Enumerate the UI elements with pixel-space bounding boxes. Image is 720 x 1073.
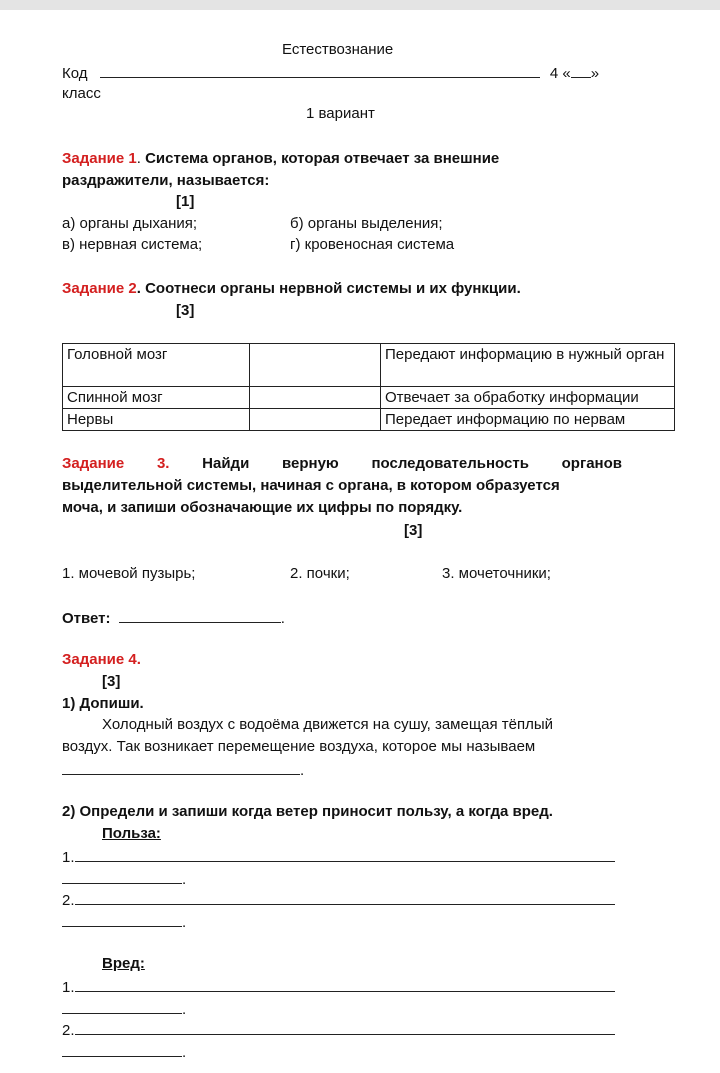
task1-text-line1: Система органов, которая отвечает за внешние bbox=[145, 150, 500, 167]
benefit-answer-line-cont[interactable] bbox=[62, 869, 182, 884]
task1-text-line2: раздражители, называется: bbox=[62, 172, 270, 189]
benefit-label: Польза: bbox=[102, 825, 161, 842]
subject-title: Естествознание bbox=[282, 41, 394, 58]
task3-word: органов bbox=[561, 455, 622, 472]
table-row bbox=[63, 344, 675, 387]
task3-word: верную bbox=[282, 455, 339, 472]
task1-option-b: б) органы выделения; bbox=[290, 215, 443, 232]
harm-number: 2. bbox=[62, 1022, 75, 1039]
harm-row-2-cont bbox=[62, 1042, 186, 1062]
code-row bbox=[62, 63, 599, 83]
task3-item1: 1. мочевой пузырь; bbox=[62, 565, 196, 582]
task2-question bbox=[62, 280, 521, 298]
benefit-end: . bbox=[182, 914, 187, 931]
benefit-answer-line[interactable] bbox=[75, 890, 615, 905]
harm-number: 1. bbox=[62, 979, 75, 996]
code-field-line[interactable] bbox=[100, 63, 540, 78]
grade-number: 4 « bbox=[549, 65, 571, 82]
table-row bbox=[63, 409, 675, 431]
task4-part1-answer-row bbox=[62, 760, 304, 780]
task3-label-num: 3. bbox=[156, 455, 170, 472]
task1-points: [1] bbox=[176, 193, 195, 210]
harm-label: Вред: bbox=[102, 955, 145, 972]
variant-label: 1 вариант bbox=[306, 105, 375, 122]
benefit-number: 2. bbox=[62, 892, 75, 909]
harm-end: . bbox=[182, 1044, 187, 1061]
table-row bbox=[63, 387, 675, 409]
organ-cell: Спинной мозг bbox=[63, 387, 250, 409]
benefit-answer-line-cont[interactable] bbox=[62, 912, 182, 927]
grade-letter-line[interactable] bbox=[571, 63, 591, 78]
harm-row-2 bbox=[62, 1020, 615, 1040]
benefit-number: 1. bbox=[62, 849, 75, 866]
task3-answer-row bbox=[62, 608, 285, 628]
task1-option-d: г) кровеносная система bbox=[290, 236, 455, 253]
task1-label: Задание 1 bbox=[62, 150, 137, 167]
task4-part1-end: . bbox=[300, 762, 305, 779]
benefit-row-2 bbox=[62, 890, 615, 910]
task1-option-c: в) нервная система; bbox=[62, 236, 203, 253]
answer-cell[interactable] bbox=[250, 387, 381, 409]
task3-answer-end: . bbox=[280, 610, 285, 627]
task3-question bbox=[62, 453, 622, 519]
task4-part1-line2: воздух. Так возникает перемещение воздуха, которое мы называем bbox=[62, 738, 536, 755]
task3-word: Найди bbox=[202, 455, 250, 472]
task3-points: [3] bbox=[404, 522, 423, 539]
harm-answer-line[interactable] bbox=[75, 1020, 615, 1035]
task3-line2: выделительной системы, начиная с органа, в котором образуется bbox=[62, 477, 560, 494]
grade-end: » bbox=[590, 65, 600, 82]
task3-word: последовательность bbox=[371, 455, 529, 472]
code-label: Код bbox=[62, 65, 88, 82]
top-gray-bar bbox=[0, 0, 720, 10]
task3-item3: 3. мочеточники; bbox=[442, 565, 551, 582]
harm-answer-line-cont[interactable] bbox=[62, 999, 182, 1014]
task3-answer-line[interactable] bbox=[119, 608, 281, 623]
task3-answer-label: Ответ: bbox=[62, 610, 111, 627]
harm-end: . bbox=[182, 1001, 187, 1018]
task3-line1 bbox=[62, 453, 622, 475]
task4-part2-title: 2) Определи и запиши когда ветер приносит пользу, а когда вред. bbox=[62, 803, 553, 820]
task4-points: [3] bbox=[102, 673, 121, 690]
task3-line3: моча, и запиши обозначающие их цифры по порядку. bbox=[62, 499, 463, 516]
task4-part1-title: 1) Допиши. bbox=[62, 695, 144, 712]
task2-text: . Соотнеси органы нервной системы и их функции. bbox=[136, 280, 521, 297]
organ-cell: Головной мозг bbox=[63, 344, 250, 387]
task4-part1-line1: Холодный воздух с водоёма движется на сушу, замещая тёплый bbox=[102, 716, 554, 733]
harm-answer-line[interactable] bbox=[75, 977, 615, 992]
function-cell: Отвечает за обработку информации bbox=[381, 387, 675, 409]
task3-label-word: Задание bbox=[62, 455, 125, 472]
task2-label: Задание 2 bbox=[62, 280, 137, 297]
answer-cell[interactable] bbox=[250, 344, 381, 387]
function-cell: Передает информацию по нервам bbox=[381, 409, 675, 431]
organ-cell: Нервы bbox=[63, 409, 250, 431]
task1-dot: . bbox=[136, 150, 141, 167]
harm-row-1 bbox=[62, 977, 615, 997]
function-cell: Передают информацию в нужный орган bbox=[381, 344, 675, 387]
task2-points: [3] bbox=[176, 302, 195, 319]
task3-item2: 2. почки; bbox=[290, 565, 350, 582]
benefit-row-2-cont bbox=[62, 912, 186, 932]
matching-table bbox=[62, 343, 675, 431]
task1-option-a: а) органы дыхания; bbox=[62, 215, 198, 232]
harm-answer-line-cont[interactable] bbox=[62, 1042, 182, 1057]
harm-row-1-cont bbox=[62, 999, 186, 1019]
answer-cell[interactable] bbox=[250, 409, 381, 431]
benefit-row-1-cont bbox=[62, 869, 186, 889]
class-label: класс bbox=[62, 85, 101, 102]
task4-part1-answer-line[interactable] bbox=[62, 760, 300, 775]
benefit-row-1 bbox=[62, 847, 615, 867]
benefit-answer-line[interactable] bbox=[75, 847, 615, 862]
task1-question bbox=[62, 150, 499, 168]
task4-label: Задание 4. bbox=[62, 651, 141, 668]
benefit-end: . bbox=[182, 871, 187, 888]
